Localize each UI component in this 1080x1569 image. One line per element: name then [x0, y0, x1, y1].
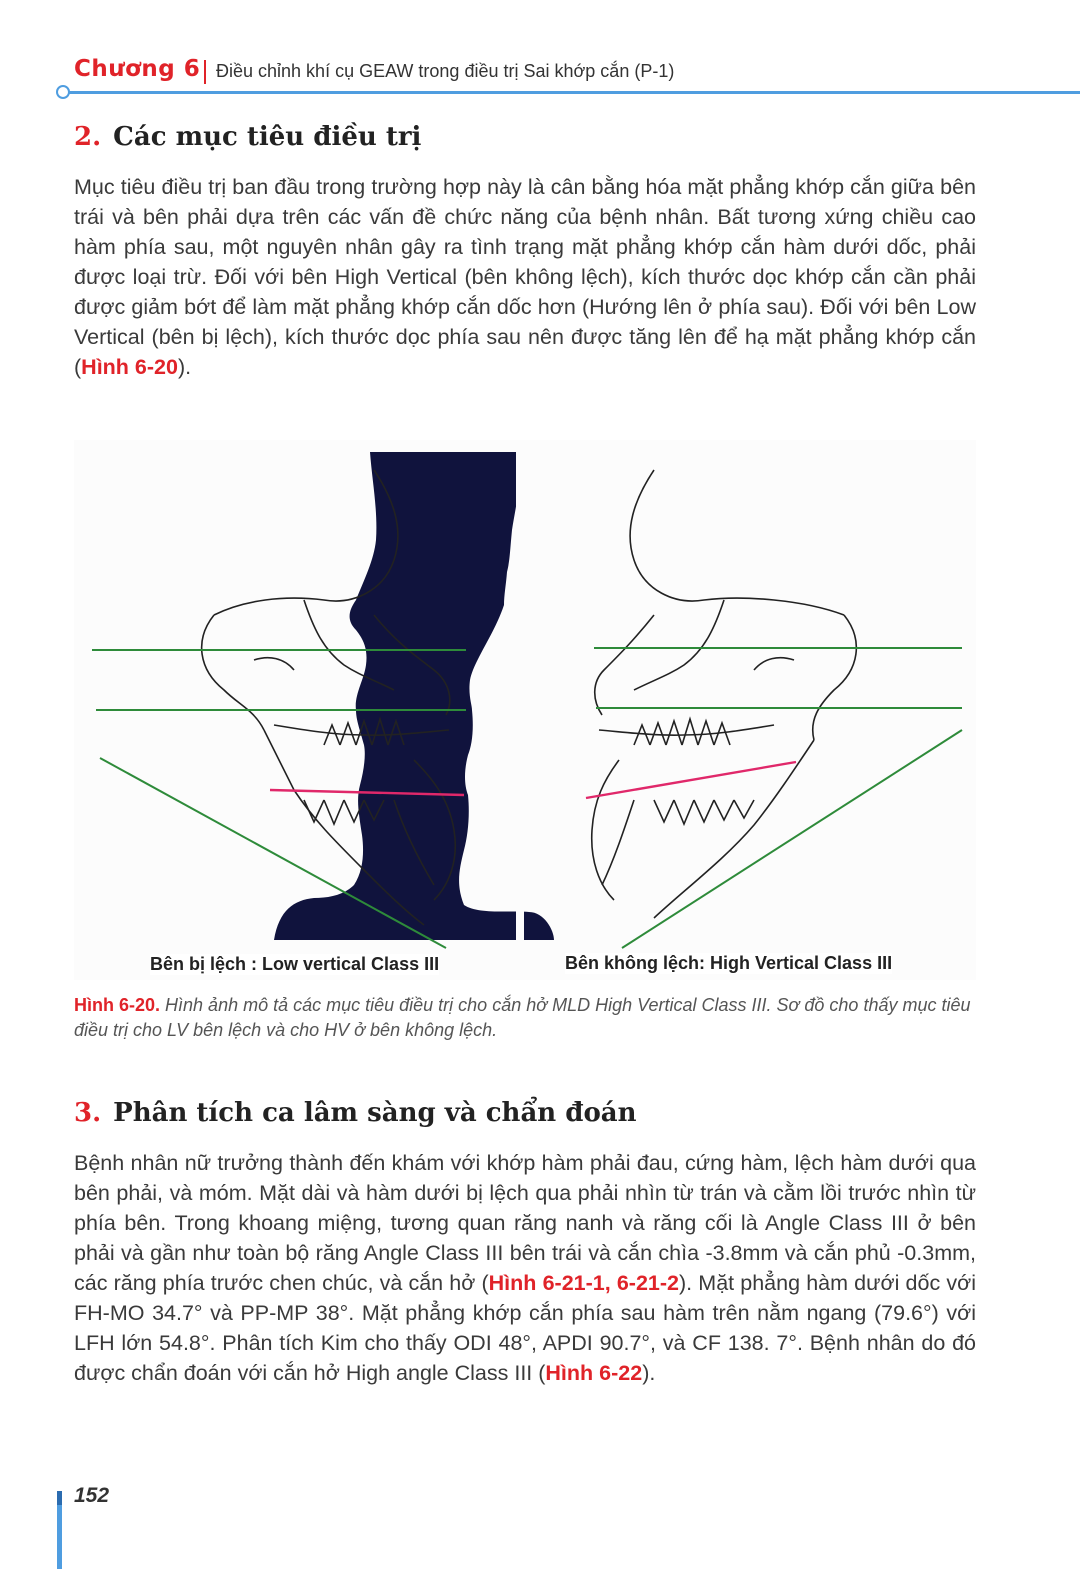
section-3-number: 3.	[74, 1098, 102, 1128]
figure-6-20	[74, 440, 976, 980]
section-2-title: Các mục tiêu điều trị	[113, 122, 422, 152]
figure-ref-6-22[interactable]: Hình 6-22	[545, 1361, 643, 1385]
caption-label: Hình 6-20.	[74, 995, 161, 1015]
section-2-number: 2.	[74, 122, 102, 152]
facial-silhouette	[274, 452, 554, 940]
section-2-paragraph	[74, 172, 976, 382]
section-3-title: Phân tích ca lâm sàng và chẩn đoán	[113, 1098, 637, 1128]
center-gap	[516, 450, 524, 945]
right-occlusal-line	[586, 762, 796, 798]
section-3-text-b: ). Mặt phẳng hàm dưới dốc với FH-MO 34.7° và PP-MP 38°. Mặt phẳng khớp cắn phía sau hàm trên nằm ngang (79.6°) với LFH lớn 54.8°. Phân tích Kim cho thấy ODI 48°, APDI 90.7°, và CF 138. 7°. Bệnh nhân do đó được chẩn đoán với cắn hở High angle Class III (	[74, 1271, 976, 1385]
occlusal-plane-lines	[270, 762, 796, 798]
figure-ref-6-20[interactable]: Hình 6-20	[81, 355, 178, 379]
header-divider	[204, 60, 206, 84]
section-2-text-end: ).	[177, 355, 192, 379]
header-rule-dot	[56, 85, 70, 99]
section-3-heading	[74, 1098, 637, 1128]
page-number: 152	[74, 1484, 110, 1507]
section-3-text-end: ).	[642, 1361, 656, 1385]
page-header	[74, 56, 1080, 86]
section-3-paragraph	[74, 1148, 976, 1388]
figure-ref-6-21[interactable]: Hình 6-21-1, 6-21-2	[488, 1271, 679, 1295]
header-rule	[66, 91, 1080, 94]
section-2-text: Mục tiêu điều trị ban đầu trong trường hợp này là cân bằng hóa mặt phẳng khớp cắn giữa bên trái và bên phải dựa trên các vấn đề chức năng của bệnh nhân. Bất tương xứng chiều cao hàm phía sau, một nguyên nhân gây ra tình trạng mặt phẳng khớp cắn hàm dưới dốc, phải được loại trừ. Đối với bên High Vertical (bên không lệch), kích thước dọc khớp cắn cần phải được giảm bớt để làm mặt phẳng khớp cắn dốc hơn (Hướng lên ở phía sau). Đối với bên Low Vertical (bên bị lệch), kích thước dọc phía sau nên được tăng lên để hạ mặt phẳng khớp cắn (	[74, 175, 976, 379]
figure-caption	[74, 993, 979, 1043]
page-side-tick	[57, 1491, 62, 1505]
section-2-heading	[74, 122, 421, 152]
section-3-text-a: Bệnh nhân nữ trưởng thành đến khám với khớp hàm phải đau, cứng hàm, lệch hàm dưới qua bên phải, và móm. Mặt dài và hàm dưới bị lệch qua phải nhìn từ trán và cằm lồi trước nhìn từ phía bên. Trong khoang miệng, tương quan răng nanh và răng cối là Angle Class III ở bên phải và gần như toàn bộ răng Angle Class III bên trái và cắn chìa -3.8mm và cắn phủ -0.3mm, các răng phía trước chen chúc, và cắn hở (	[74, 1151, 976, 1295]
figure-label-left: Bên bị lệch : Low vertical Class III	[150, 954, 440, 974]
chapter-label: Chương 6	[74, 56, 201, 82]
chapter-title: Điều chỉnh khí cụ GEAW trong điều trị Sai khớp cắn (P-1)	[216, 61, 675, 81]
right-skull-tracing	[592, 470, 857, 918]
caption-text: Hình ảnh mô tả các mục tiêu điều trị cho cắn hở MLD High Vertical Class III. Sơ đồ cho thấy mục tiêu điều trị cho LV bên lệch và cho HV ở bên không lệch.	[74, 995, 971, 1040]
figure-label-right: Bên không lệch: High Vertical Class III	[565, 953, 893, 973]
cephalometric-tracing-diagram	[74, 440, 976, 980]
